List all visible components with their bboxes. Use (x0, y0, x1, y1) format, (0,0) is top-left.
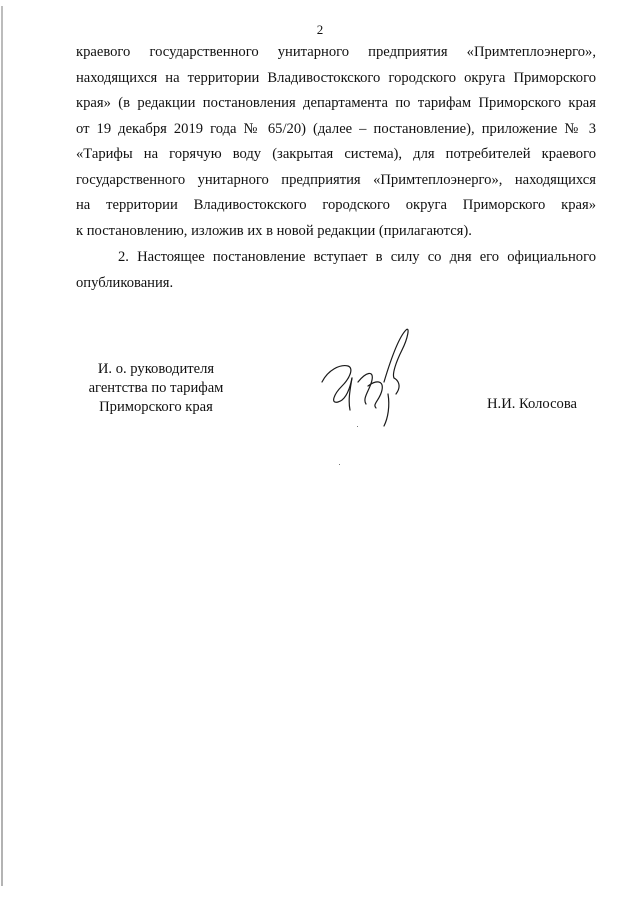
signatory-position-line: И. о. руководителя (97, 361, 215, 377)
paragraph-1-line: на территории Владивостокского городского округа Приморского края» (76, 197, 596, 213)
signatory-position-line: Приморского края (99, 399, 213, 415)
paragraph-1-line: края» (в редакции постановления департамента по тарифам Приморского края (76, 95, 596, 111)
signatory-name: Н.И. Колосова (487, 396, 578, 412)
paragraph-1-line: находящихся на территории Владивостокского городского округа Приморского (76, 69, 596, 86)
scan-speck (357, 426, 358, 427)
paragraph-1 (76, 40, 596, 244)
signatory-position-line: агентства по тарифам (88, 380, 224, 396)
paragraph-1-line: краевого государственного унитарного предприятия «Примтеплоэнерго», (76, 44, 596, 60)
paragraph-1-line: государственного унитарного предприятия «Примтеплоэнерго», находящихся (76, 171, 596, 188)
signatory-position (76, 360, 236, 417)
scan-speck (339, 464, 340, 465)
paragraph-1-line: к постановлению, изложив их в новой редакции (прилагаются). (76, 222, 472, 239)
page-number: 2 (316, 22, 324, 37)
document-body (76, 40, 596, 296)
paragraph-1-line: от 19 декабря 2019 года № 65/20) (далее – постановление), приложение № 3 (76, 120, 596, 137)
handwritten-signature (310, 320, 420, 430)
paragraph-1-line: «Тарифы на горячую воду (закрытая система), для потребителей краевого (76, 146, 596, 162)
paragraph-2: 2. Настоящее постановление вступает в силу со дня его официального опубликования. (76, 249, 596, 291)
scan-edge-shadow (1, 6, 3, 886)
